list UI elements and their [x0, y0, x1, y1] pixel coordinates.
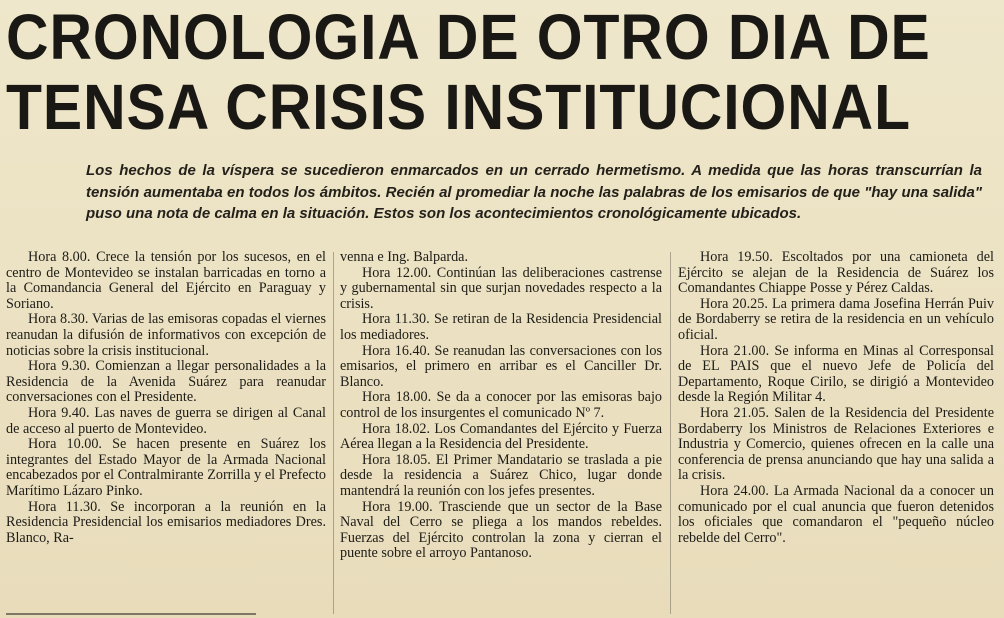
- entry: Hora 18.05. El Primer Mandatario se traslada a pie desde la residencia a Suárez Chico, lugar donde mantendrá la reunión con los jefes presentes.: [340, 451, 662, 499]
- entry: Hora 24.00. La Armada Nacional da a conocer un comunicado por el cual anuncia que fueron detenidos los oficiales que comandaron el "pequeño núcleo rebelde del Cerro".: [678, 482, 994, 546]
- entry: Hora 18.00. Se da a conocer por las emisoras bajo control de los insurgentes el comunicado Nº 7.: [340, 389, 662, 421]
- entry: Hora 12.00. Continúan las deliberaciones castrense y gubernamental sin que surjan novedades respecto a la crisis.: [340, 264, 662, 312]
- column-3: [678, 250, 994, 618]
- entry: Hora 21.00. Se informa en Minas al Corresponsal de EL PAIS que el nuevo Jefe de Policía del Departamento, Roque Cirilo, se dirigió a Montevideo desde la Región Militar 4.: [678, 342, 994, 406]
- headline-line-2: TENSA CRISIS INSTITUCIONAL: [6, 71, 911, 143]
- lead-paragraph: Los hechos de la víspera se sucedieron enmarcados en un cerrado hermetismo. A medida que las horas transcurrían la tensión aumentaba en todos los ámbitos. Recién al promediar la noche las palabras de los emisarios de que "hay una salida" puso una nota de calma en la situación. Estos son los acontecimientos cronológicamente ubicados.: [86, 162, 982, 222]
- entry-continuation: venna e Ing. Balparda.: [340, 250, 469, 265]
- entry: Hora 11.30. Se incorporan a la reunión en la Residencia Presidencial los emisarios mediadores Dres. Blanco, Ra-: [6, 498, 326, 546]
- entry: Hora 8.00. Crece la tensión por los sucesos, en el centro de Montevideo se instalan barricadas en torno a la Comandancia General del Ejército en Paraguay y Soriano.: [6, 250, 326, 312]
- headline: [6, 1, 931, 143]
- entry: Hora 9.40. Las naves de guerra se dirigen al Canal de acceso al puerto de Montevideo.: [6, 404, 326, 437]
- entry: Hora 19.50. Escoltados por una camioneta del Ejército se alejan de la Residencia de Suárez los Comandantes Chiappe Posse y Pérez Caldas.: [678, 250, 994, 297]
- column-1: [6, 250, 326, 618]
- column-2: [340, 250, 662, 618]
- entry: Hora 18.02. Los Comandantes del Ejército y Fuerza Aérea llegan a la Residencia del Presidente.: [340, 420, 662, 453]
- entry: Hora 11.30. Se retiran de la Residencia Presidencial los mediadores.: [340, 311, 662, 343]
- entry: Hora 8.30. Varias de las emisoras copadas el viernes reanudan la difusión de informativos con excepción de noticias sobre la crisis institucional.: [6, 311, 326, 359]
- column-divider: [670, 252, 671, 614]
- entry: Hora 16.40. Se reanudan las conversaciones con los emisarios, el primero en arribar es el Canciller Dr. Blanco.: [340, 342, 662, 390]
- entry: Hora 21.05. Salen de la Residencia del Presidente Bordaberry los Ministros de Relaciones Exteriores e Industria y Comercio, quienes ofrecen en la calle una conferencia de prensa anunciando que hay una salida a la crisis.: [678, 404, 994, 484]
- headline-line-1: CRONOLOGIA DE OTRO DIA DE: [6, 1, 931, 73]
- entry: Hora 9.30. Comienzan a llegar personalidades a la Residencia de la Avenida Suárez para reanudar conversaciones con el Presidente.: [6, 358, 326, 406]
- entry: Hora 19.00. Trasciende que un sector de la Base Naval del Cerro se pliega a los mandos rebeldes. Fuerzas del Ejército controlan la zona y cierran el puente sobre el arroyo Pantanoso.: [340, 498, 662, 562]
- bottom-rule: [6, 613, 256, 615]
- column-divider: [333, 252, 334, 614]
- entry: Hora 20.25. La primera dama Josefina Herrán Puiv de Bordaberry se retira de la residencia en un vehículo oficial.: [678, 295, 994, 343]
- entry: Hora 10.00. Se hacen presente en Suárez los integrantes del Estado Mayor de la Armada Nacional encabezados por el Contralmirante Zorrilla y el Prefecto Marítimo Lázaro Pinko.: [6, 436, 326, 499]
